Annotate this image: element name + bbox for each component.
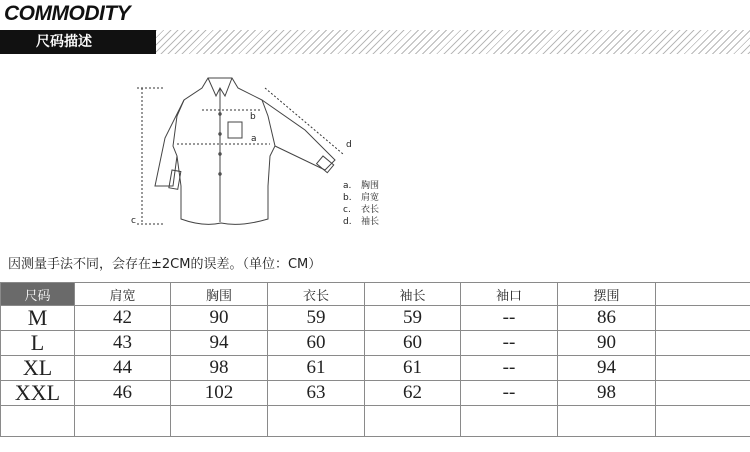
shirt-outline <box>173 78 275 224</box>
table-cell: M <box>1 306 75 331</box>
table-cell: 98 <box>558 381 656 406</box>
table-cell-empty <box>656 406 750 437</box>
table-row <box>1 306 750 331</box>
column-header-empty <box>656 283 750 306</box>
table-cell: 94 <box>558 356 656 381</box>
column-header: 胸围 <box>171 283 268 306</box>
table-cell-empty <box>656 356 750 381</box>
table-cell-empty <box>365 406 461 437</box>
label-a: a <box>251 134 257 144</box>
table-cell: 59 <box>268 306 365 331</box>
label-c: c <box>131 216 136 226</box>
table-cell: 62 <box>365 381 461 406</box>
table-cell: -- <box>461 306 558 331</box>
table-cell: 44 <box>75 356 171 381</box>
legend-label: 衣长 <box>361 205 380 215</box>
column-header: 袖口 <box>461 283 558 306</box>
column-header: 摆围 <box>558 283 656 306</box>
table-row <box>1 331 750 356</box>
table-cell: XXL <box>1 381 75 406</box>
table-cell: 61 <box>365 356 461 381</box>
section-title: 尺码描述 <box>0 30 156 54</box>
table-row <box>1 356 750 381</box>
table-cell: L <box>1 331 75 356</box>
table-cell: 98 <box>171 356 268 381</box>
legend-key: c. <box>343 205 351 215</box>
table-cell-empty <box>558 406 656 437</box>
legend-key: b. <box>343 193 352 203</box>
table-cell: 60 <box>365 331 461 356</box>
table-cell: 63 <box>268 381 365 406</box>
shirt-measurement-diagram <box>125 74 395 234</box>
table-cell-empty <box>75 406 171 437</box>
section-title-bar <box>0 30 750 54</box>
column-header: 尺码 <box>1 283 75 306</box>
table-cell: 94 <box>171 331 268 356</box>
legend-key: d. <box>343 217 352 227</box>
legend-key: a. <box>343 181 352 191</box>
table-cell: 61 <box>268 356 365 381</box>
column-header: 肩宽 <box>75 283 171 306</box>
column-header: 衣长 <box>268 283 365 306</box>
table-cell-empty <box>171 406 268 437</box>
legend-label: 胸围 <box>361 181 380 191</box>
table-cell-empty <box>656 381 750 406</box>
table-cell: -- <box>461 331 558 356</box>
table-cell: 42 <box>75 306 171 331</box>
column-header: 袖长 <box>365 283 461 306</box>
measurement-note: 因测量手法不同，会存在±2CM的误差。（单位：CM） <box>8 257 322 272</box>
table-cell: 60 <box>268 331 365 356</box>
table-cell-empty <box>461 406 558 437</box>
table-row-empty <box>1 406 750 437</box>
brand-title: COMMODITY <box>4 2 131 25</box>
table-row <box>1 381 750 406</box>
table-cell: 90 <box>171 306 268 331</box>
table-cell: 102 <box>171 381 268 406</box>
table-cell: 86 <box>558 306 656 331</box>
table-cell: 59 <box>365 306 461 331</box>
hatch-decoration <box>156 30 750 54</box>
table-cell: -- <box>461 381 558 406</box>
legend-label: 肩宽 <box>361 193 380 203</box>
table-cell: 90 <box>558 331 656 356</box>
table-cell: XL <box>1 356 75 381</box>
table-cell-empty <box>656 306 750 331</box>
table-cell: -- <box>461 356 558 381</box>
table-cell: 46 <box>75 381 171 406</box>
table-cell: 43 <box>75 331 171 356</box>
table-header-row <box>1 283 750 306</box>
table-cell-empty <box>656 331 750 356</box>
legend-label: 袖长 <box>361 217 380 227</box>
size-table <box>0 282 750 437</box>
label-d: d <box>346 140 352 150</box>
table-cell-empty <box>1 406 75 437</box>
label-b: b <box>250 112 256 122</box>
table-cell-empty <box>268 406 365 437</box>
